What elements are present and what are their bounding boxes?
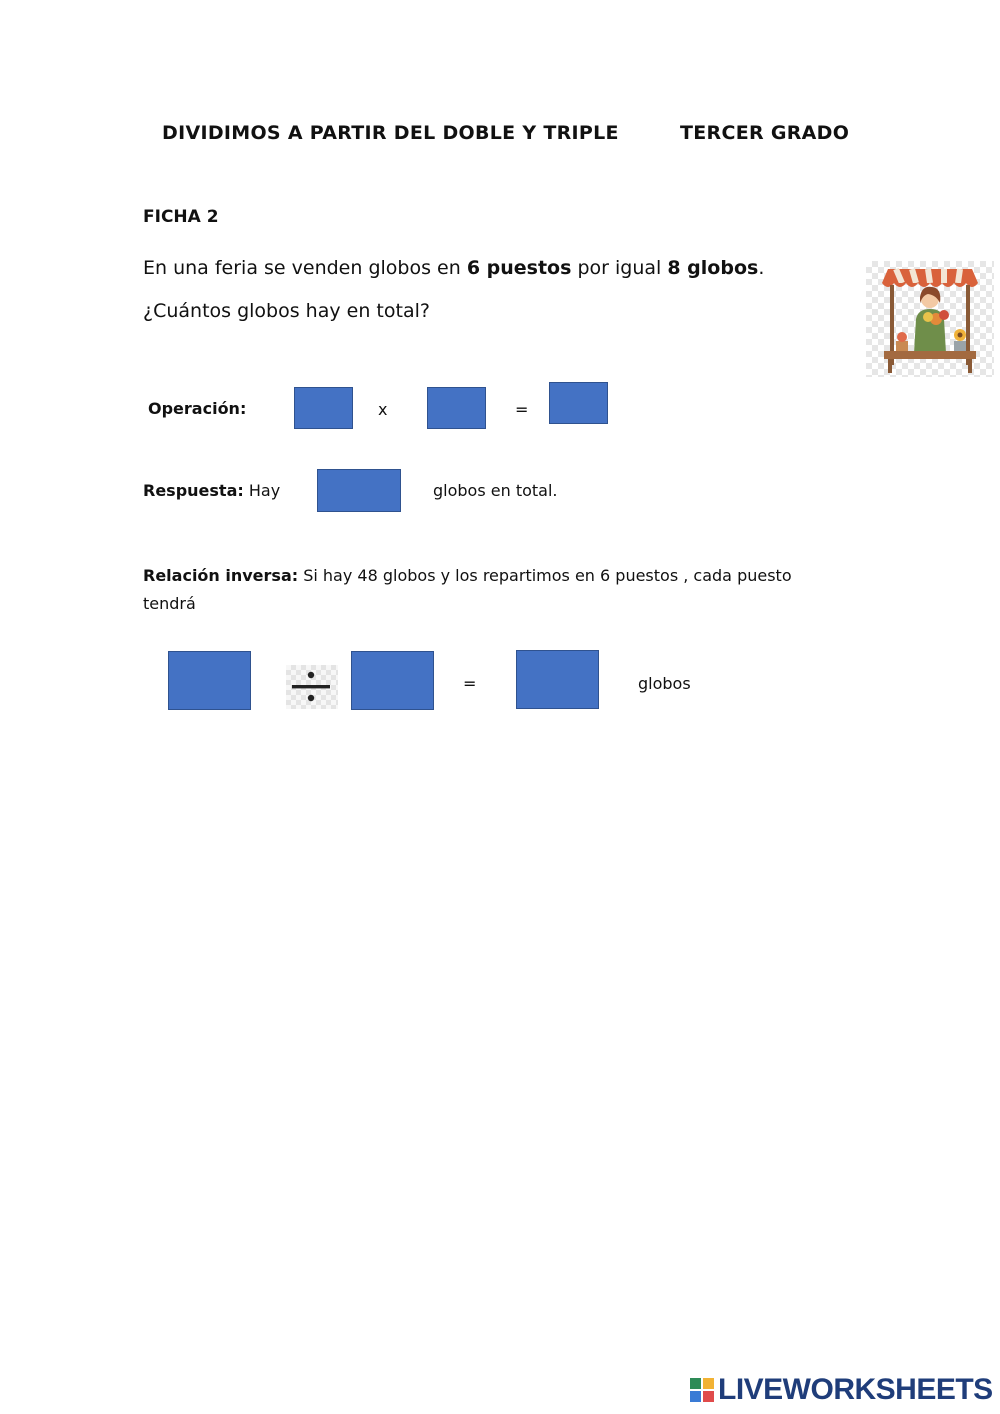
inverse-equals-sign: =	[463, 674, 477, 693]
operation-label: Operación:	[148, 399, 247, 418]
liveworksheets-logo	[690, 1373, 993, 1407]
answer-total-input[interactable]	[317, 469, 401, 512]
brand-name: LIVEWORKSHEETS	[718, 1373, 993, 1406]
problem-bold-2: 8 globos	[667, 257, 759, 279]
liveworksheets-logo-icon	[690, 1378, 714, 1402]
multiply-sign: x	[378, 400, 388, 419]
problem-statement	[143, 247, 843, 333]
inverse-question: Si hay 48 globos y los repartimos en 6 puestos , cada puesto tendrá	[143, 566, 792, 613]
problem-bold-1: 6 puestos	[466, 257, 572, 279]
inverse-unit: globos	[638, 674, 691, 693]
equals-sign: =	[515, 400, 529, 419]
inverse-divisor-input[interactable]	[351, 651, 434, 710]
operation-product-input[interactable]	[549, 382, 608, 424]
worksheet-title: DIVIDIMOS A PARTIR DEL DOBLE Y TRIPLE	[162, 122, 619, 144]
answer-sentence	[143, 481, 280, 500]
inverse-relation-text	[143, 562, 843, 618]
inverse-label: Relación inversa:	[143, 566, 299, 585]
sheet-label: FICHA 2	[143, 207, 219, 227]
grade-label: TERCER GRADO	[680, 122, 850, 144]
operation-factor-2-input[interactable]	[427, 387, 486, 429]
answer-suffix: globos en total.	[433, 481, 558, 500]
flower-vendor-illustration	[866, 261, 994, 377]
inverse-dividend-input[interactable]	[168, 651, 251, 710]
problem-text-3: . ¿Cuántos globos hay en total?	[143, 257, 765, 322]
problem-text-2: por igual	[571, 257, 668, 279]
answer-label: Respuesta:	[143, 481, 244, 500]
division-sign-icon	[286, 665, 338, 709]
problem-text-1: En una feria se venden globos en	[143, 257, 467, 279]
answer-prefix: Hay	[248, 481, 281, 500]
inverse-quotient-input[interactable]	[516, 650, 599, 709]
operation-factor-1-input[interactable]	[294, 387, 353, 429]
